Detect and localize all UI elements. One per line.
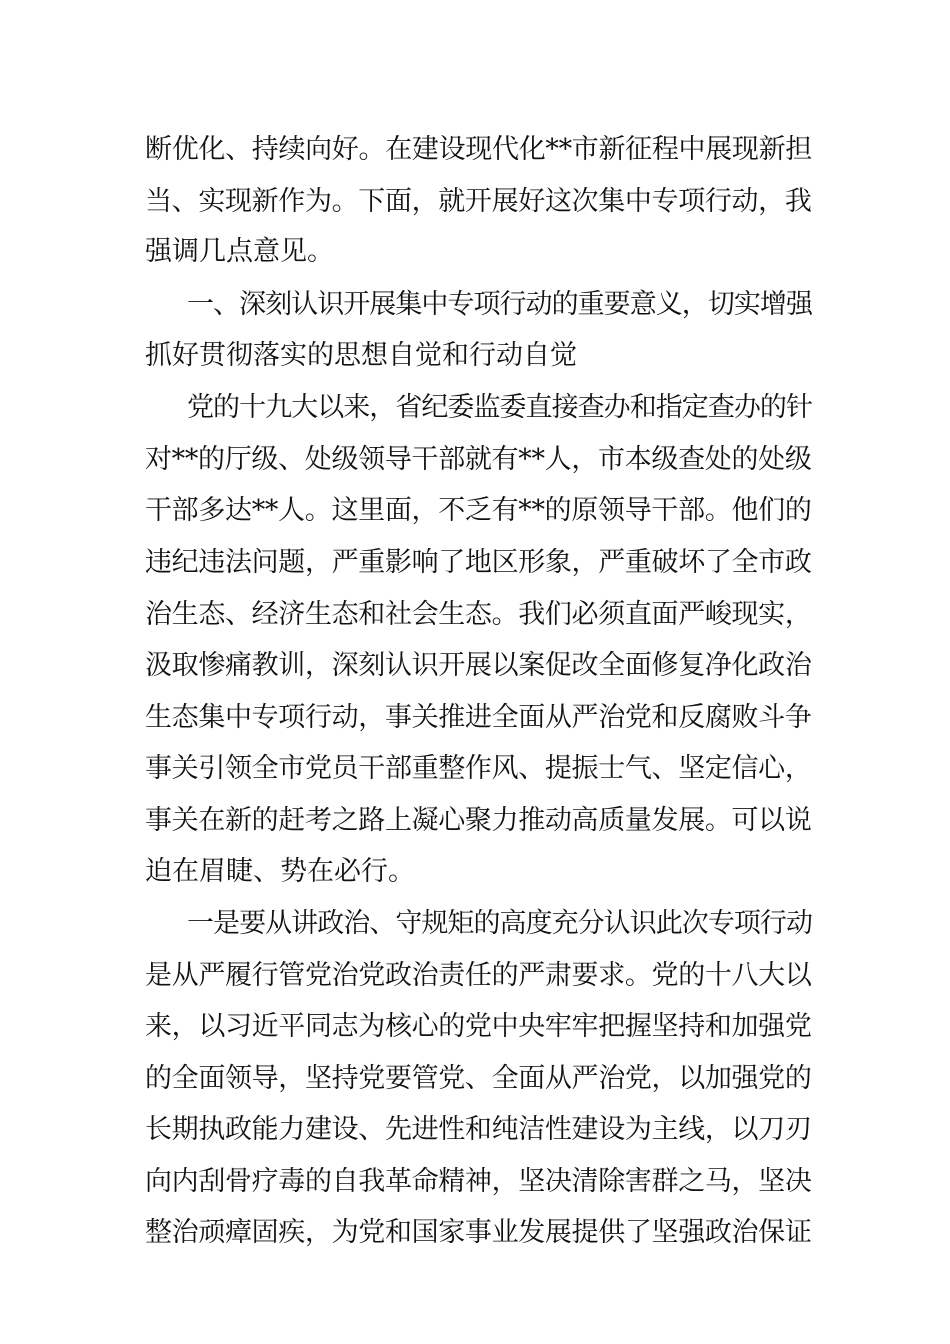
text-line: 强调几点意见。 <box>145 236 334 267</box>
text-line: 违纪违法问题，严重影响了地区形象，严重破坏了全市政 <box>145 547 812 578</box>
text-line: 一是要从讲政治、守规矩的高度充分认识此次专项行动 <box>187 908 812 939</box>
text-line: 治生态、经济生态和社会生态。我们必须直面严峻现实， <box>145 599 812 630</box>
text-line: 汲取惨痛教训，深刻认识开展以案促改全面修复净化政治 <box>145 650 812 681</box>
text-line: 断优化、持续向好。在建设现代化**市新征程中展现新担 <box>145 134 812 165</box>
text-line: 事关在新的赶考之路上凝心聚力推动高质量发展。可以说 <box>145 805 812 836</box>
text-line: 的全面领导，坚持党要管党、全面从严治党，以加强党的 <box>145 1063 812 1094</box>
section-heading-line: 抓好贯彻落实的思想自觉和行动自觉 <box>145 340 577 371</box>
text-line: 干部多达**人。这里面，不乏有**的原领导干部。他们的 <box>145 495 812 526</box>
text-line: 整治顽瘴固疾，为党和国家事业发展提供了坚强政治保证 <box>145 1217 812 1248</box>
text-line: 长期执政能力建设、先进性和纯洁性建设为主线，以刀刃 <box>145 1114 812 1145</box>
text-line: 党的十九大以来，省纪委监委直接查办和指定查办的针 <box>187 392 812 423</box>
text-line: 是从严履行管党治党政治责任的严肃要求。党的十八大以 <box>145 960 812 991</box>
text-line: 事关引领全市党员干部重整作风、提振士气、坚定信心， <box>145 753 812 784</box>
section-heading-line: 一、深刻认识开展集中专项行动的重要意义，切实增强 <box>187 289 812 320</box>
text-line: 当、实现新作为。下面，就开展好这次集中专项行动，我 <box>145 186 812 217</box>
text-line: 来，以习近平同志为核心的党中央牢牢把握坚持和加强党 <box>145 1011 812 1042</box>
text-line: 向内刮骨疗毒的自我革命精神，坚决清除害群之马，坚决 <box>145 1166 812 1197</box>
text-line: 对**的厅级、处级领导干部就有**人，市本级查处的处级 <box>145 444 812 475</box>
text-line: 生态集中专项行动，事关推进全面从严治党和反腐败斗争 <box>145 702 812 733</box>
text-line: 迫在眉睫、势在必行。 <box>145 856 415 887</box>
